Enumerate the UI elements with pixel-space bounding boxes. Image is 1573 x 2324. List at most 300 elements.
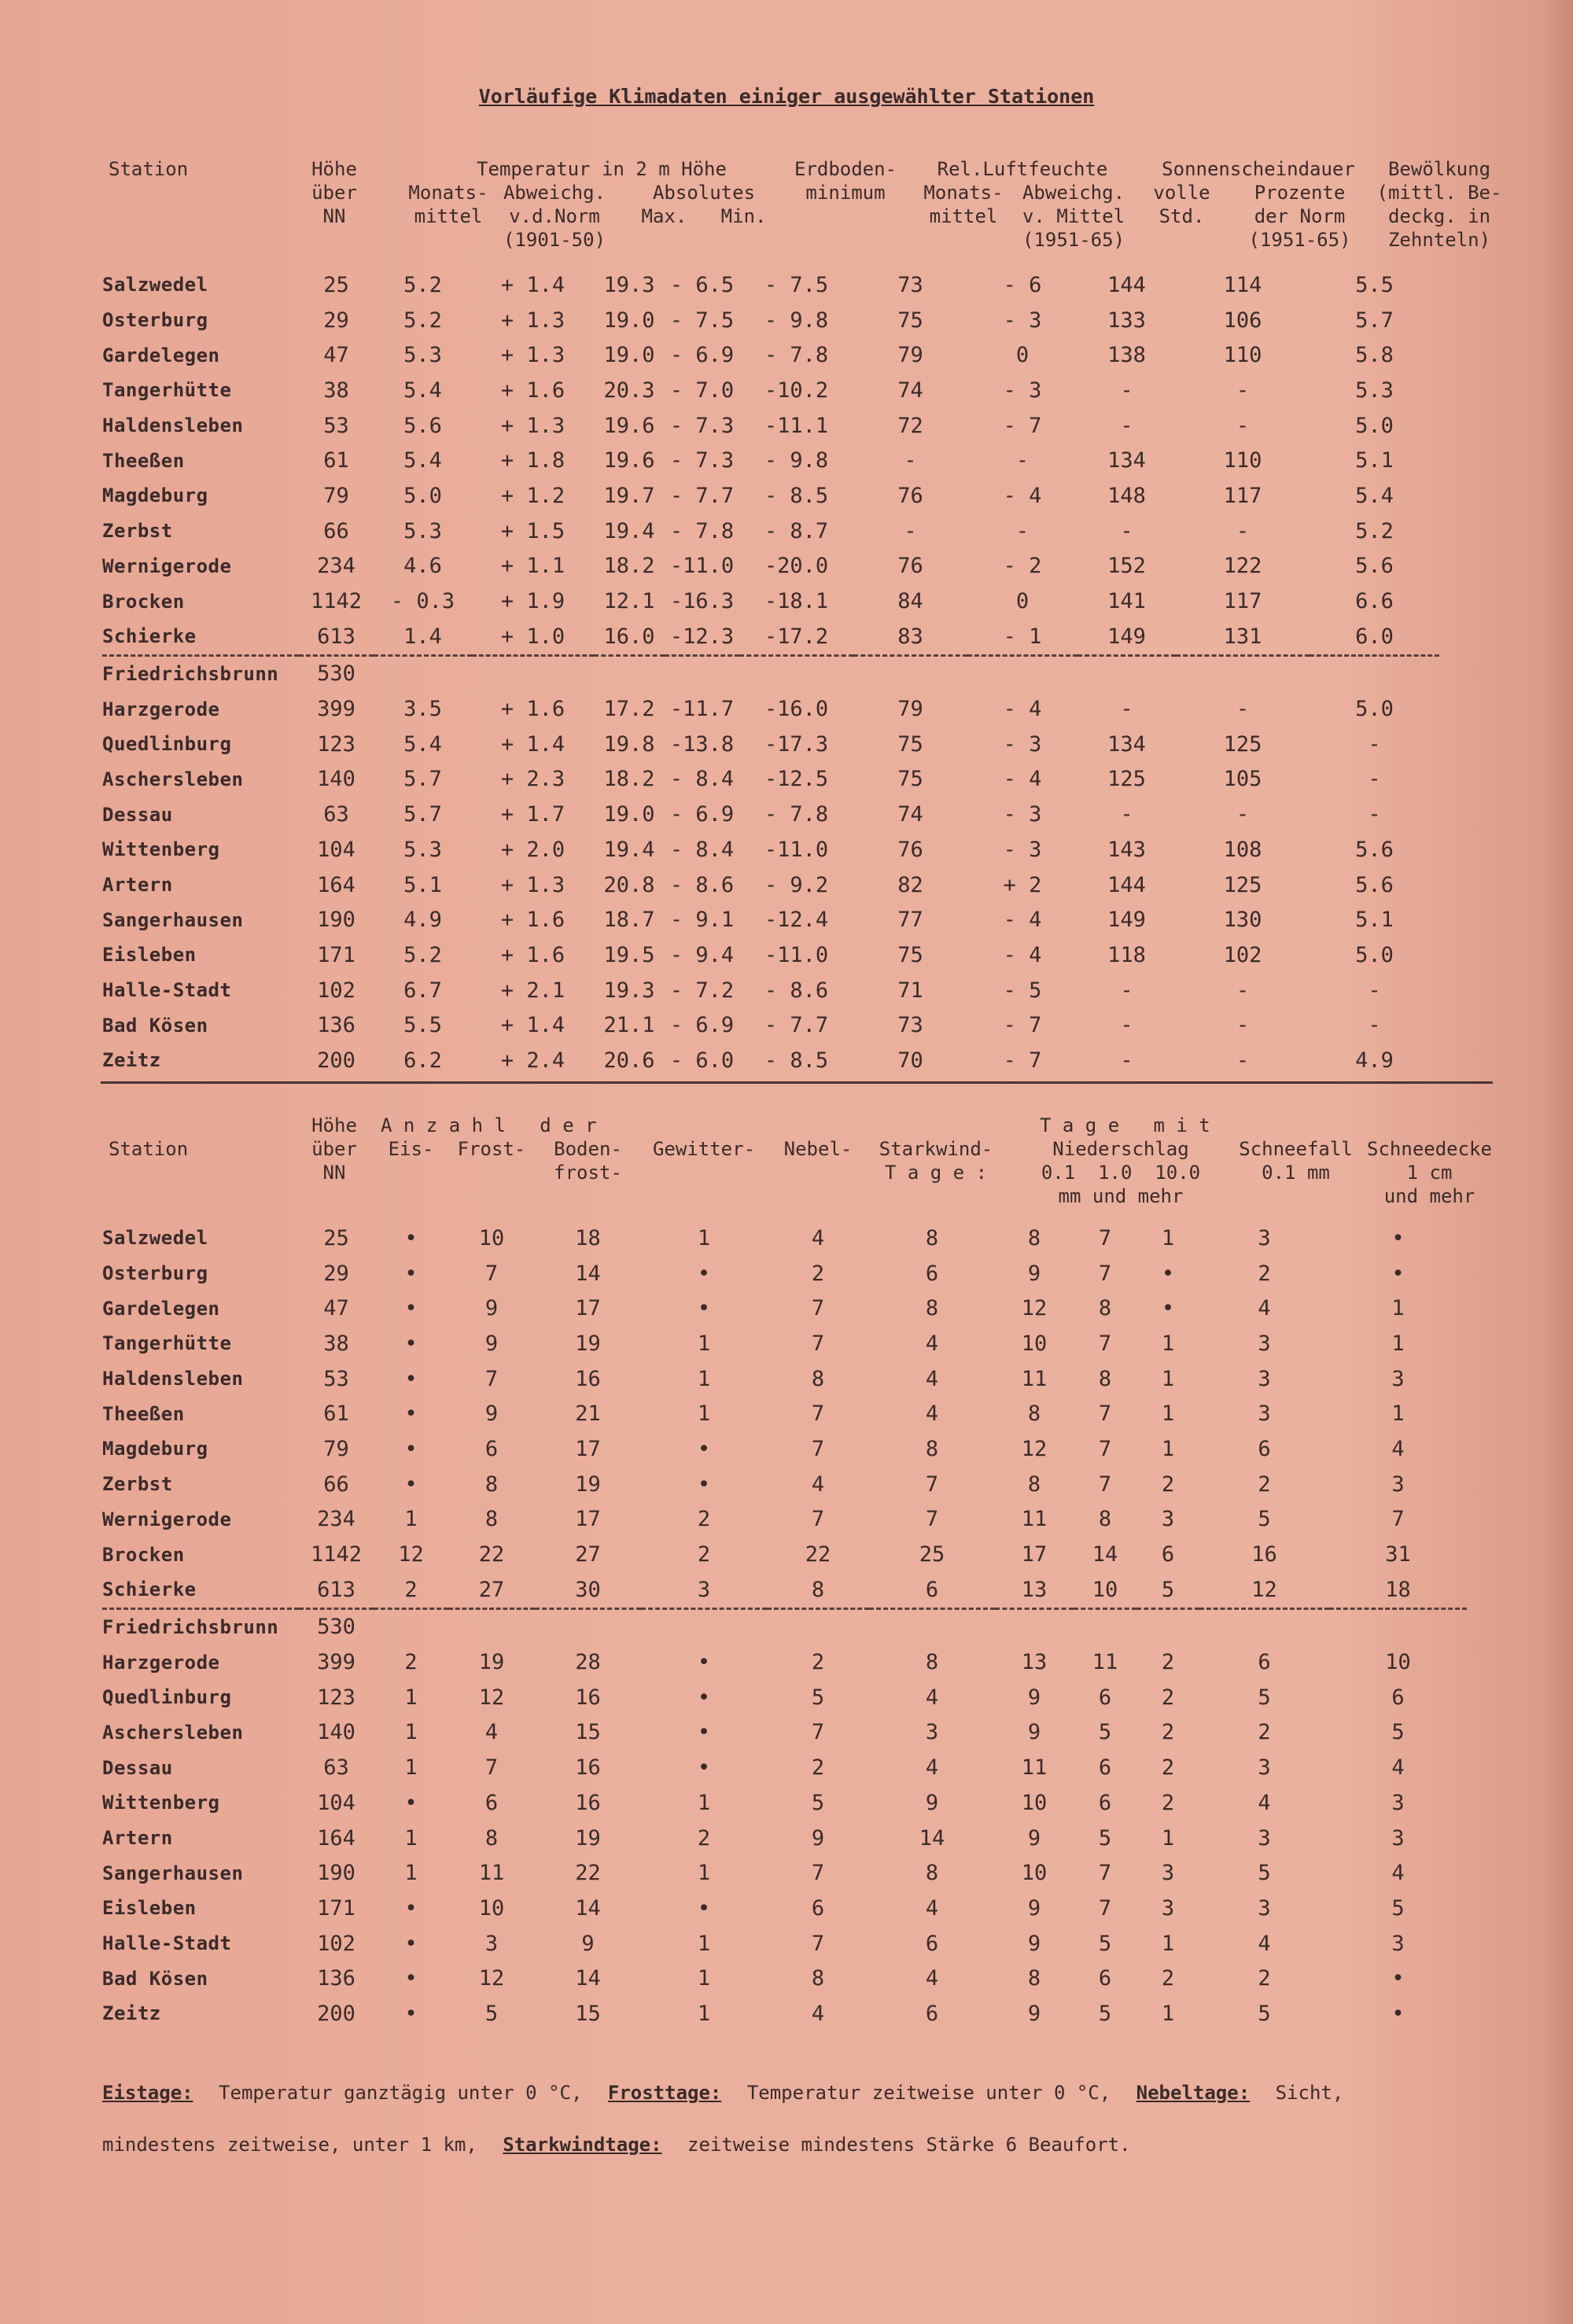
ice-days: • (404, 1261, 418, 1286)
frost-days: 22 (478, 1542, 505, 1567)
temp-monthly-mean: 5.4 (403, 378, 442, 403)
ground-frost-days: 28 (575, 1650, 601, 1675)
altitude: 234 (317, 1507, 355, 1532)
temp-monthly-mean: 6.2 (403, 1048, 442, 1073)
t2-header-eis: Eis- (388, 1138, 434, 1160)
station-name: Bad Kösen (102, 1967, 208, 1990)
t2-header-hoehe: Höhe über NN (311, 1114, 357, 1184)
precip-10-0mm: 2 (1161, 1755, 1175, 1781)
station-name: Dessau (102, 1756, 173, 1779)
ice-days: 1 (404, 1685, 418, 1710)
snowfall-days: 3 (1258, 1331, 1271, 1356)
frost-days: 27 (478, 1577, 505, 1602)
station-name: Osterburg (102, 309, 208, 332)
cloud-cover: - (1368, 978, 1381, 1003)
snow-cover-days (1329, 1608, 1467, 1644)
cloud-cover: 5.6 (1355, 872, 1394, 897)
t2-header-frost: Frost- (457, 1138, 526, 1160)
temp-abs-min: - 8.4 (669, 767, 735, 792)
sunshine-percent: - (1236, 802, 1250, 827)
snow-cover-days: • (1391, 1261, 1405, 1286)
footnote-eistage-text: Temperatur ganztägig unter 0 °C, (219, 2082, 583, 2104)
table-row (102, 1396, 1467, 1431)
temp-abs-max: 21.1 (603, 1013, 655, 1038)
fog-days: 7 (811, 1331, 825, 1356)
station-name: Magdeburg (102, 484, 208, 507)
humidity-deviation: 0 (1015, 343, 1030, 368)
temp-abs-min: - 6.0 (669, 1048, 735, 1073)
altitude: 1142 (310, 589, 363, 614)
altitude: 171 (317, 942, 355, 967)
table-row (102, 549, 1439, 584)
ground-frost-days: 16 (575, 1366, 601, 1391)
temp-deviation: + 1.4 (500, 272, 565, 297)
snow-cover-days: • (1391, 2001, 1405, 2026)
precip-10-0mm: 2 (1161, 1685, 1175, 1710)
humidity-deviation: - 7 (1003, 413, 1042, 438)
fog-days: 8 (811, 1577, 825, 1602)
ground-minimum: -20.0 (764, 554, 829, 579)
table-row (102, 619, 1439, 655)
thunderstorm-days: • (697, 1755, 711, 1781)
cloud-cover: 5.1 (1355, 448, 1394, 473)
humidity-deviation: - 4 (1003, 767, 1042, 792)
t2-header-tage-mit: T a g e m i t (1040, 1114, 1210, 1136)
sunshine-percent: 102 (1223, 942, 1262, 967)
altitude: 38 (323, 1331, 349, 1356)
sunshine-percent: 110 (1223, 343, 1262, 368)
temp-monthly-mean: 5.1 (403, 872, 442, 897)
humidity-mean: 83 (897, 624, 923, 649)
temp-deviation: + 1.3 (500, 343, 565, 368)
snowfall-days: 5 (1258, 1861, 1271, 1886)
fog-days: 7 (811, 1931, 825, 1956)
frost-days: 6 (484, 1436, 499, 1461)
sunshine-percent: 110 (1223, 448, 1262, 473)
footnote-frosttage-text: Temperatur zeitweise unter 0 °C, (746, 2082, 1111, 2104)
sunshine-percent: - (1236, 518, 1250, 543)
station-name: Sangerhausen (102, 1862, 244, 1884)
sunshine-percent: 125 (1223, 872, 1262, 897)
thunderstorm-days: 1 (697, 2001, 711, 2026)
precip-0-1mm: 12 (1021, 1436, 1048, 1461)
humidity-mean: 77 (897, 908, 923, 933)
precip-10-0mm: 3 (1161, 1895, 1175, 1921)
snowfall-days: 3 (1258, 1366, 1271, 1391)
fog-days: 4 (811, 2001, 825, 2026)
altitude: 123 (317, 1685, 355, 1710)
altitude: 61 (323, 1401, 349, 1427)
temp-monthly-mean: 1.4 (403, 624, 442, 649)
thunderstorm-days: • (697, 1261, 711, 1286)
humidity-deviation: - 3 (1003, 802, 1042, 827)
climate-table-2 (102, 1221, 1467, 2031)
precip-0-1mm: 13 (1021, 1650, 1048, 1675)
ground-minimum: -10.2 (764, 378, 829, 403)
table-row (102, 1043, 1439, 1078)
t1-header-sonne-group: Sonnenscheindauer (1162, 158, 1355, 180)
sunshine-percent: 106 (1223, 308, 1262, 333)
frost-days: 7 (484, 1261, 499, 1286)
precip-10-0mm: 1 (1161, 1366, 1175, 1391)
temp-abs-max: 18.7 (603, 908, 655, 933)
temp-deviation: + 2.3 (500, 767, 565, 792)
frost-days: 9 (484, 1296, 499, 1321)
station-name: Magdeburg (102, 1438, 208, 1460)
footnote-nebeltage-text2: mindestens zeitweise, unter 1 km, (102, 2134, 477, 2156)
station-name: Zeitz (102, 2002, 161, 2025)
sunshine-percent: 117 (1223, 483, 1262, 508)
temp-monthly-mean: 3.5 (403, 697, 442, 722)
snowfall-days: 6 (1258, 1436, 1271, 1461)
ground-frost-days: 19 (575, 1331, 601, 1356)
strong-wind-days: 14 (919, 1825, 945, 1851)
snow-cover-days: 1 (1391, 1296, 1405, 1321)
sunshine-hours: 152 (1107, 554, 1146, 579)
snow-cover-days: • (1391, 1225, 1405, 1250)
altitude: 104 (317, 837, 355, 862)
cloud-cover (1310, 655, 1439, 691)
strong-wind-days: 3 (925, 1720, 939, 1745)
page-title: Vorläufige Klimadaten einiger ausgewählter Stationen (478, 85, 1095, 108)
station-name: Quedlinburg (102, 733, 232, 756)
strong-wind-days: 6 (925, 2001, 939, 2026)
ice-days: 2 (404, 1577, 418, 1602)
cloud-cover: 5.6 (1355, 837, 1394, 862)
precip-10-0mm: 1 (1161, 1825, 1175, 1851)
temp-monthly-mean: 5.3 (403, 837, 442, 862)
table-row (102, 902, 1439, 937)
humidity-mean: 75 (897, 767, 923, 792)
snow-cover-days: 31 (1385, 1542, 1411, 1567)
snowfall-days: 6 (1258, 1650, 1271, 1675)
ground-minimum: -12.4 (764, 908, 829, 933)
precip-0-1mm: 12 (1021, 1296, 1048, 1321)
station-name: Theeßen (102, 449, 185, 472)
ice-days: • (404, 1401, 418, 1427)
temp-monthly-mean: 6.7 (403, 978, 442, 1003)
frost-days: 7 (484, 1366, 499, 1391)
cloud-cover: 5.5 (1355, 272, 1394, 297)
ground-frost-days: 14 (575, 1261, 601, 1286)
fog-days: 22 (805, 1542, 831, 1567)
ground-frost-days: 17 (575, 1436, 601, 1461)
altitude: 29 (323, 1261, 349, 1286)
ice-days: 1 (404, 1825, 418, 1851)
ground-frost-days: 21 (575, 1401, 601, 1427)
ground-frost-days (535, 1608, 641, 1644)
ice-days: 1 (404, 1507, 418, 1532)
precip-0-1mm: 11 (1021, 1366, 1048, 1391)
table-row (102, 1891, 1467, 1926)
table-row (102, 514, 1439, 549)
altitude: 38 (323, 378, 349, 403)
fog-days: 5 (811, 1685, 825, 1710)
t2-header-station: Station (109, 1138, 189, 1160)
sunshine-hours: - (1120, 1048, 1133, 1073)
precip-0-1mm (995, 1608, 1074, 1644)
humidity-deviation: - 1 (1003, 624, 1042, 649)
t1-header-sonne-volle: volle Std. (1153, 182, 1210, 227)
t1-header-temp-group: Temperatur in 2 m Höhe (477, 158, 727, 180)
precip-0-1mm: 9 (1027, 1895, 1041, 1921)
humidity-mean: 74 (897, 802, 923, 827)
station-name: Brocken (102, 590, 185, 613)
ground-frost-days: 14 (575, 1966, 601, 1991)
station-name: Zerbst (102, 520, 173, 543)
ice-days: 1 (404, 1861, 418, 1886)
humidity-mean: 74 (897, 378, 923, 403)
t1-header-absolutes: Absolutes Max. Min. (641, 182, 767, 227)
t1-header-bewoelkung: Bewölkung (mittl. Be- deckg. in Zehnteln) (1376, 158, 1502, 251)
humidity-deviation: - 5 (1003, 978, 1042, 1003)
temp-monthly-mean (374, 655, 472, 691)
altitude: 164 (317, 872, 355, 897)
sunshine-percent: 105 (1223, 767, 1262, 792)
table-row (102, 1431, 1467, 1467)
precip-0-1mm: 11 (1021, 1755, 1048, 1781)
frost-days: 4 (484, 1720, 499, 1745)
ground-frost-days: 19 (575, 1471, 601, 1497)
t1-header-abweichung: Abweichg. v.d.Norm (1901-50) (503, 182, 606, 251)
temp-deviation: + 1.3 (500, 308, 565, 333)
sunshine-hours: - (1120, 518, 1133, 543)
station-name: Halle-Stadt (102, 1932, 232, 1955)
temp-deviation: + 1.3 (500, 413, 565, 438)
ground-minimum: -11.0 (764, 837, 829, 862)
thunderstorm-days: • (697, 1895, 711, 1921)
humidity-deviation: - 4 (1003, 942, 1042, 967)
temp-abs-min: - 6.9 (669, 802, 735, 827)
sunshine-percent: 108 (1223, 837, 1262, 862)
temp-deviation: + 1.0 (500, 624, 565, 649)
footnote-line-2 (102, 2134, 1145, 2156)
table-row (102, 1926, 1467, 1961)
temp-monthly-mean: 5.3 (403, 343, 442, 368)
altitude: 530 (299, 1608, 374, 1644)
temp-abs-max: 16.0 (603, 624, 655, 649)
table-row (102, 937, 1439, 973)
altitude: 25 (323, 272, 349, 297)
table-row (102, 1680, 1467, 1715)
precip-1-0mm: 10 (1092, 1577, 1118, 1602)
temp-abs-max: 17.2 (603, 697, 655, 722)
fog-days: 7 (811, 1436, 825, 1461)
temp-deviation: + 1.9 (500, 589, 565, 614)
strong-wind-days: 6 (925, 1931, 939, 1956)
strong-wind-days: 4 (925, 1755, 939, 1781)
temp-abs-min: - 9.1 (669, 908, 735, 933)
temp-monthly-mean: 4.6 (403, 554, 442, 579)
temp-deviation (472, 655, 594, 691)
t2-header-gewitter: Gewitter- (652, 1138, 756, 1160)
strong-wind-days: 25 (919, 1542, 945, 1567)
snowfall-days: 5 (1258, 2001, 1271, 2026)
precip-10-0mm: 2 (1161, 1790, 1175, 1815)
snow-cover-days: 5 (1391, 1895, 1405, 1921)
altitude: 530 (299, 655, 374, 691)
precip-1-0mm: 8 (1098, 1296, 1112, 1321)
strong-wind-days: 4 (925, 1895, 939, 1921)
footnote-starkwind-label: Starkwindtage: (503, 2134, 662, 2156)
table-row (102, 408, 1439, 444)
temp-abs-min: - 9.4 (669, 942, 735, 967)
altitude: 53 (323, 1366, 349, 1391)
table-row (102, 727, 1439, 762)
precip-1-0mm: 6 (1098, 1790, 1112, 1815)
snowfall-days: 3 (1258, 1895, 1271, 1921)
fog-days: 7 (811, 1861, 825, 1886)
temp-deviation: + 1.3 (500, 872, 565, 897)
sunshine-percent: 114 (1223, 272, 1262, 297)
snow-cover-days: 3 (1391, 1825, 1405, 1851)
altitude: 47 (323, 343, 349, 368)
temp-abs-max: 20.8 (603, 872, 655, 897)
sunshine-hours: - (1120, 697, 1133, 722)
temp-abs-max: 19.6 (603, 448, 655, 473)
t1-header-erdboden: Erdboden- minimum (794, 158, 897, 204)
cloud-cover: 5.0 (1355, 697, 1394, 722)
precip-1-0mm: 5 (1098, 1931, 1112, 1956)
strong-wind-days: 8 (925, 1296, 939, 1321)
temp-abs-max: 19.6 (603, 413, 655, 438)
table-row (102, 1326, 1467, 1361)
humidity-deviation: - 4 (1003, 908, 1042, 933)
snowfall-days: 4 (1258, 1296, 1271, 1321)
temp-abs-min (665, 655, 739, 691)
station-name: Zeitz (102, 1049, 161, 1072)
precip-10-0mm: 1 (1161, 1225, 1175, 1250)
altitude: 29 (323, 308, 349, 333)
humidity-mean: 84 (897, 589, 923, 614)
sunshine-hours: 134 (1107, 731, 1146, 757)
temp-abs-max: 19.3 (603, 272, 655, 297)
thunderstorm-days: • (697, 1436, 711, 1461)
station-name: Aschersleben (102, 768, 244, 790)
temp-deviation: + 1.2 (500, 483, 565, 508)
altitude: 79 (323, 483, 349, 508)
snow-cover-days: 18 (1385, 1577, 1411, 1602)
footnote-nebeltage-text: Sicht, (1275, 2082, 1344, 2104)
thunderstorm-days: 1 (697, 1225, 711, 1250)
temp-abs-max: 19.7 (603, 483, 655, 508)
footnote-eistage-label: Eistage: (102, 2082, 193, 2104)
snowfall-days (1199, 1608, 1329, 1644)
altitude: 1142 (310, 1542, 363, 1567)
ground-frost-days: 30 (575, 1577, 601, 1602)
thunderstorm-days: 1 (697, 1931, 711, 1956)
precip-1-0mm: 6 (1098, 1685, 1112, 1710)
temp-abs-max: 19.0 (603, 308, 655, 333)
precip-0-1mm: 17 (1021, 1542, 1048, 1567)
cloud-cover: - (1368, 1013, 1381, 1038)
ice-days (374, 1608, 448, 1644)
temp-abs-min: - 6.9 (669, 1013, 735, 1038)
station-name: Osterburg (102, 1262, 208, 1285)
station-name: Wernigerode (102, 554, 232, 577)
frost-days (448, 1608, 535, 1644)
cloud-cover: - (1368, 802, 1381, 827)
altitude: 190 (317, 1861, 355, 1886)
fog-days: 2 (811, 1755, 825, 1781)
precip-1-0mm: 8 (1098, 1366, 1112, 1391)
altitude: 136 (317, 1966, 355, 1991)
altitude: 140 (317, 767, 355, 792)
strong-wind-days: 7 (925, 1507, 939, 1532)
table-row (102, 1007, 1439, 1043)
fog-days: 7 (811, 1507, 825, 1532)
thunderstorm-days: 2 (697, 1542, 711, 1567)
humidity-deviation: - 6 (1003, 272, 1042, 297)
table-row (102, 691, 1439, 727)
sunshine-percent: - (1236, 413, 1250, 438)
temp-deviation: + 1.8 (500, 448, 565, 473)
ground-frost-days: 22 (575, 1861, 601, 1886)
snow-cover-days: 10 (1385, 1650, 1411, 1675)
humidity-deviation: - 7 (1003, 1048, 1042, 1073)
temp-abs-min: -13.8 (669, 731, 735, 757)
temp-monthly-mean: 5.4 (403, 448, 442, 473)
cloud-cover: 5.0 (1355, 942, 1394, 967)
fog-days: 7 (811, 1401, 825, 1427)
snowfall-days: 2 (1258, 1966, 1271, 1991)
temp-deviation: + 1.6 (500, 378, 565, 403)
fog-days (767, 1608, 869, 1644)
precip-10-0mm: • (1161, 1296, 1175, 1321)
temp-abs-min: -12.3 (669, 624, 735, 649)
fog-days: 7 (811, 1296, 825, 1321)
thunderstorm-days: 2 (697, 1825, 711, 1851)
footnote-nebeltage-label: Nebeltage: (1136, 2082, 1251, 2104)
temp-abs-max: 12.1 (603, 589, 655, 614)
fog-days: 8 (811, 1366, 825, 1391)
humidity-mean: 75 (897, 942, 923, 967)
thunderstorm-days: 2 (697, 1507, 711, 1532)
humidity-mean: 75 (897, 731, 923, 757)
station-name: Salzwedel (102, 1227, 208, 1250)
humidity-mean: - (904, 448, 917, 473)
ice-days: • (404, 1436, 418, 1461)
snowfall-days: 3 (1258, 1401, 1271, 1427)
humidity-deviation (967, 655, 1078, 691)
station-name: Brocken (102, 1543, 185, 1566)
strong-wind-days: 6 (925, 1261, 939, 1286)
station-name: Eisleben (102, 1897, 197, 1920)
ground-frost-days: 16 (575, 1685, 601, 1710)
station-name: Theeßen (102, 1402, 185, 1425)
cloud-cover: 5.8 (1355, 343, 1394, 368)
precip-0-1mm: 9 (1027, 1720, 1041, 1745)
precip-1-0mm: 5 (1098, 2001, 1112, 2026)
snow-cover-days: • (1391, 1966, 1405, 1991)
frost-days: 12 (478, 1966, 505, 1991)
sunshine-hours: 143 (1107, 837, 1146, 862)
humidity-mean: 70 (897, 1048, 923, 1073)
ground-minimum: - 8.7 (764, 518, 829, 543)
humidity-mean: 76 (897, 554, 923, 579)
altitude: 63 (323, 802, 349, 827)
thunderstorm-days (641, 1608, 767, 1644)
humidity-mean: 72 (897, 413, 923, 438)
ground-frost-days: 15 (575, 1720, 601, 1745)
precip-1-0mm: 6 (1098, 1755, 1112, 1781)
table-row (102, 478, 1439, 514)
sunshine-hours: 134 (1107, 448, 1146, 473)
ground-frost-days: 19 (575, 1825, 601, 1851)
snowfall-days: 4 (1258, 1790, 1271, 1815)
strong-wind-days: 4 (925, 1401, 939, 1427)
station-name: Harzgerode (102, 1651, 220, 1674)
